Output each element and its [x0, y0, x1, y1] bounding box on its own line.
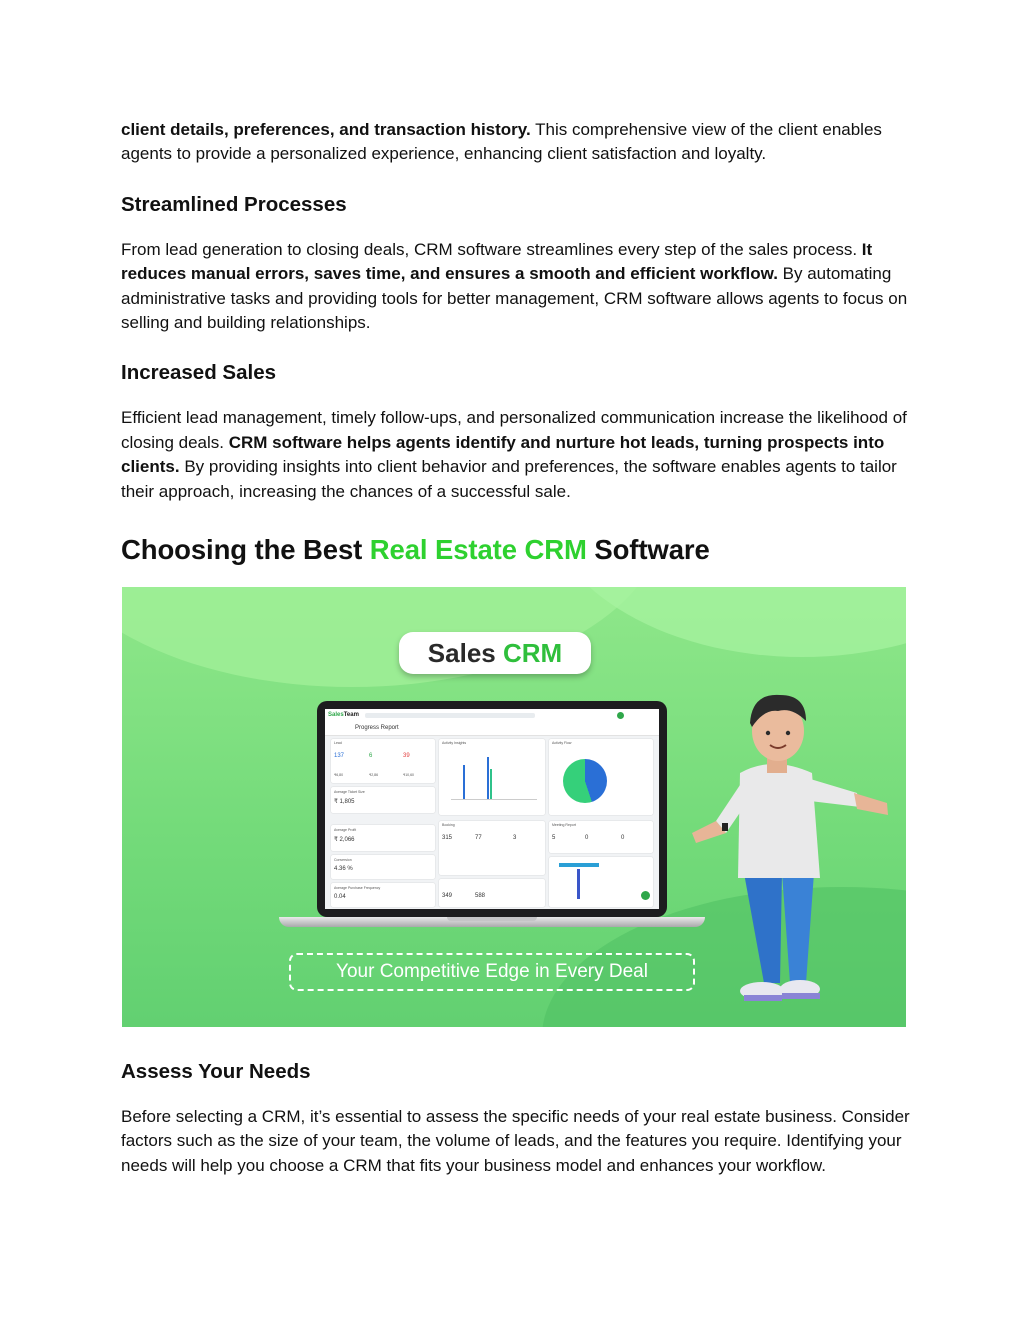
streamlined-paragraph [121, 238, 911, 336]
activity-flow-label: Activity Flow [552, 741, 572, 745]
chart-bar [487, 757, 489, 799]
streamlined-text-2: By automating administrative tasks and providing tools for better management, CRM software allows agents to focus on selling and building relationships. [121, 264, 908, 333]
chart-axis [451, 799, 537, 800]
sales-paragraph [121, 406, 911, 504]
heading-choosing [121, 533, 911, 567]
banner-tagline: Your Competitive Edge in Every Deal [289, 953, 695, 991]
intro-text: This comprehensive view of the client enables agents to provide a personalized experience, enhancing client satisfaction and loyalty. [121, 120, 882, 164]
lead-summary-value-1: 349 [442, 893, 453, 899]
meeting-label: Meeting Report [552, 823, 576, 827]
laptop-notch [447, 917, 537, 921]
frequency-value: 0.04 [334, 894, 346, 900]
assess-paragraph: Before selecting a CRM, it’s essential to assess the specific needs of your real estate business. Consider factors such as the size of your team, the volume of leads, and the features you require. Identifying your needs will help you choose a CRM that fits your business model and enhances your workflow. [121, 1107, 910, 1175]
logo-team: Team [343, 712, 359, 718]
heading-increased-sales: Increased Sales [121, 361, 276, 385]
chart-bar [490, 769, 492, 799]
avg-ticket-label: Average Ticket Size [334, 790, 365, 794]
dashboard-page-title: Progress Report [355, 725, 399, 731]
lead-card [331, 739, 435, 783]
choosing-title-start: Choosing the Best [121, 534, 370, 566]
dashboard-screenshot [325, 709, 659, 909]
sales-crm-banner [122, 587, 906, 1027]
choosing-title-end: Software [586, 534, 710, 566]
heading-streamlined: Streamlined Processes [121, 192, 347, 216]
lead-card-label: Lead [334, 741, 342, 745]
meeting-value-2: 0 [585, 835, 589, 841]
document-body [121, 118, 911, 567]
avg-profit-card [331, 825, 435, 851]
heading-assess-needs: Assess Your Needs [121, 1060, 311, 1083]
lead-value-1: 137 [334, 753, 345, 759]
streamlined-text-1: From lead generation to closing deals, CRM software streamlines every step of the sales process. [121, 239, 862, 259]
sales-bold: CRM software helps agents identify and nurture hot leads, turning prospects into clients. [121, 432, 885, 477]
dashboard-topbar [325, 709, 659, 724]
booking-value-1: 315 [442, 835, 453, 841]
conversion-value: 4.36 % [334, 866, 353, 872]
sales-text-2: By providing insights into client behavior and preferences, the software enables agents to tailor their approach, increasing the chances of a successful sale. [121, 457, 897, 501]
meeting-value-3: 0 [621, 835, 625, 841]
avg-ticket-value: ₹ 1,805 [334, 799, 355, 805]
assess-section [121, 1059, 911, 1178]
dashboard-nav [365, 713, 535, 718]
booking-value-2: 77 [475, 835, 482, 841]
logo-sales: Sales [328, 712, 344, 718]
avg-profit-label: Average Profit [334, 828, 357, 832]
funnel-stem [577, 869, 580, 899]
frequency-card [331, 883, 435, 907]
booking-label: Booking [442, 823, 455, 827]
conversion-label: Conversion [334, 858, 352, 862]
real-estate-crm-link[interactable]: Real Estate CRM [369, 534, 587, 566]
lead-sub-3: ₹10,60 [403, 773, 414, 777]
sales-funnel-card [549, 857, 653, 907]
intro-bold: client details, preferences, and transaction history. [121, 120, 531, 139]
avg-ticket-card [331, 787, 435, 813]
activity-insights-card [439, 739, 545, 815]
frequency-label: Average Purchase Frequency [334, 886, 381, 890]
lead-value-3: 39 [403, 753, 410, 759]
lead-summary-card [439, 879, 545, 907]
pie-chart [563, 759, 607, 803]
lead-value-2: 6 [369, 753, 373, 759]
chat-icon[interactable] [641, 891, 650, 900]
conversion-card [331, 855, 435, 879]
meeting-value-1: 5 [552, 835, 556, 841]
intro-paragraph [121, 118, 911, 167]
laptop [317, 701, 667, 917]
sales-crm-logo [399, 632, 591, 674]
booking-value-3: 3 [513, 835, 517, 841]
activity-flow-card [549, 739, 653, 815]
booking-card [439, 821, 545, 875]
pill-word-crm: CRM [502, 638, 563, 668]
funnel-bar [559, 863, 599, 867]
user-avatar [617, 712, 624, 719]
lead-sub-1: ₹6,80 [334, 773, 344, 777]
streamlined-bold: It reduces manual errors, saves time, and ensures a smooth and efficient workflow. [121, 239, 873, 284]
lead-summary-value-2: 588 [475, 893, 486, 899]
chart-bar [463, 765, 465, 799]
lead-sub-2: ₹2,86 [369, 773, 379, 777]
person-illustration [682, 683, 902, 1013]
sales-text-1: Efficient lead management, timely follow-ups, and personalized communication increase the likelihood of closing deals. [121, 408, 907, 452]
activity-insights-label: Activity Insights [442, 741, 467, 745]
pill-word-sales: Sales [427, 638, 503, 668]
avg-profit-value: ₹ 2,066 [334, 837, 355, 843]
dashboard-logo [328, 712, 359, 718]
meeting-card [549, 821, 653, 853]
